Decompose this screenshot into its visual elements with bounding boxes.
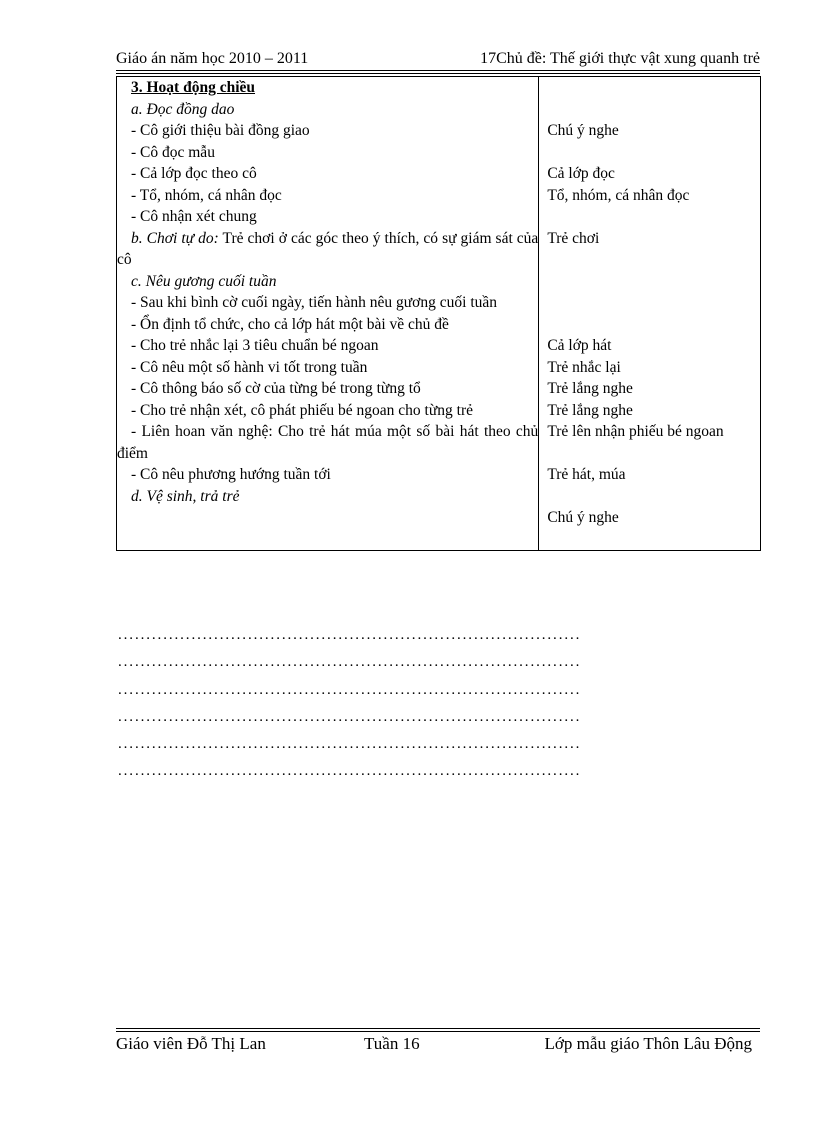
- activity-text: Trẻ chơi ở các góc theo ý thích, có sự giám sát của cô: [117, 229, 539, 268]
- footer-rule: [116, 1028, 760, 1032]
- response-item: Trẻ lên nhận phiếu bé ngoan: [547, 423, 724, 440]
- activity-item: [117, 228, 538, 271]
- activity-item: - Cho trẻ nhắc lại 3 tiêu chuẩn bé ngoan: [131, 337, 379, 354]
- header-rule: [116, 70, 760, 74]
- activity-item: - Cô thông báo số cờ của từng bé trong từng tổ: [131, 380, 421, 397]
- dotted-line: ..................................................................................: [118, 708, 582, 725]
- lesson-plan-table: [116, 76, 761, 551]
- activity-item: d. Vệ sinh, trả trẻ: [131, 487, 240, 505]
- dotted-line: ..................................................................................: [118, 627, 582, 643]
- activity-column: [117, 77, 539, 551]
- response-item: [539, 529, 760, 551]
- response-item: Trẻ lắng nghe: [547, 380, 633, 397]
- footer-week: Tuần 16: [364, 1034, 420, 1053]
- activity-item: - Cho trẻ nhận xét, cô phát phiếu bé ngoan cho từng trẻ: [131, 401, 473, 419]
- response-item: Tổ, nhóm, cá nhân đọc: [547, 186, 690, 204]
- activity-item: - Cô đọc mẫu: [131, 143, 215, 161]
- response-item: Trẻ nhắc lại: [547, 358, 621, 376]
- activity-item: - Sau khi bình cờ cuối ngày, tiến hành nêu gương cuối tuần: [131, 294, 498, 311]
- response-item: Trẻ hát, múa: [547, 466, 626, 483]
- dotted-line: ..................................................................................: [118, 654, 582, 671]
- page-footer: [116, 1034, 760, 1058]
- response-item: [539, 77, 760, 99]
- response-item: Trẻ lắng nghe: [547, 401, 633, 419]
- response-item: [539, 206, 760, 228]
- dotted-line: ..................................................................................: [118, 681, 582, 698]
- activity-item: - Tổ, nhóm, cá nhân đọc: [131, 186, 282, 204]
- activity-item: - Ổn định tổ chức, cho cả lớp hát một bài về chủ đề: [131, 315, 449, 333]
- response-item: [539, 142, 760, 164]
- dotted-line: ..................................................................................: [118, 763, 582, 780]
- activity-item: - Cả lớp đọc theo cô: [131, 165, 257, 182]
- activity-item: - Cô giới thiệu bài đồng giao: [131, 122, 310, 139]
- notes-section: [118, 622, 738, 786]
- response-item: Chú ý nghe: [547, 509, 619, 526]
- header-topic: 17Chủ đề: Thế giới thực vật xung quanh trẻ: [480, 50, 760, 67]
- header-school-year: Giáo án năm học 2010 – 2011: [116, 50, 309, 67]
- activity-item: - Cô nhận xét chung: [131, 208, 257, 225]
- activity-subheading: b. Chơi tự do:: [131, 229, 219, 247]
- activity-item: a. Đọc đồng dao: [131, 100, 235, 118]
- activity-item: - Cô nêu phương hướng tuần tới: [131, 466, 331, 483]
- response-item: Cả lớp hát: [547, 337, 612, 354]
- page-header: [116, 50, 760, 72]
- response-item: Cả lớp đọc: [547, 165, 615, 182]
- footer-class: Lớp mẫu giáo Thôn Lâu Động: [544, 1034, 752, 1053]
- response-column: [539, 77, 761, 551]
- activity-item: - Cô nêu một số hành vi tốt trong tuần: [131, 358, 368, 376]
- footer-teacher: Giáo viên Đỗ Thị Lan: [116, 1034, 266, 1053]
- response-item: Chú ý nghe: [547, 122, 619, 139]
- section-heading: 3. Hoạt động chiều: [131, 79, 256, 96]
- dotted-line: ..................................................................................: [118, 736, 582, 753]
- response-item: Trẻ chơi: [547, 229, 600, 247]
- response-item: [539, 292, 760, 335]
- response-item: [539, 271, 760, 293]
- table-row: [117, 77, 761, 551]
- activity-item: - Liên hoan văn nghệ: Cho trẻ hát múa một số bài hát theo chủ điểm: [117, 423, 539, 462]
- activity-item: c. Nêu gương cuối tuần: [131, 272, 277, 290]
- response-item: [539, 99, 760, 121]
